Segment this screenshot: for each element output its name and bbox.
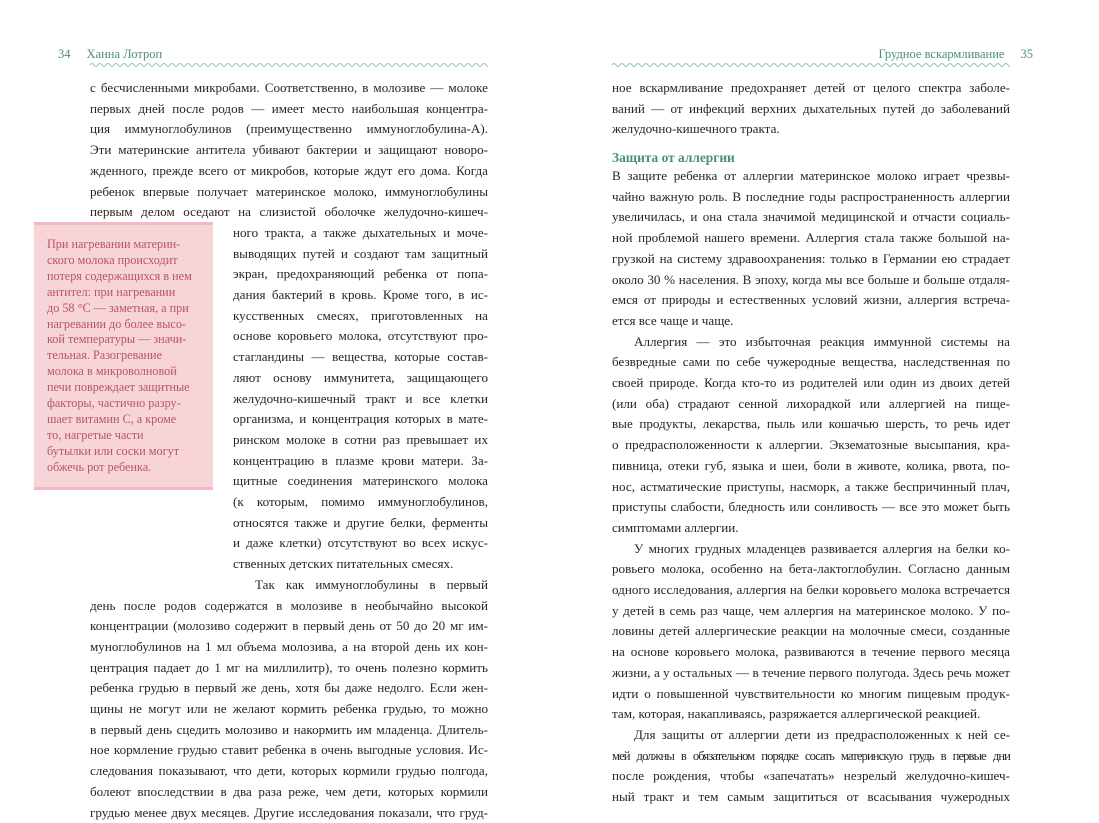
text-line: там, которая, накапливаясь, разряжается аллергической реакцией. bbox=[612, 704, 1010, 725]
left-running-head-text: Ханна Лотроп bbox=[87, 47, 163, 61]
text-line: на основе коровьего молока, развиваются в течение первого месяца bbox=[612, 642, 1010, 663]
right-wavy-rule bbox=[612, 62, 1010, 68]
text-line: безвредные сами по себе чужеродные вещества, наследственная по bbox=[612, 352, 1010, 373]
text-line: ваний — от инфекций верхних дыхательных путей до заболеваний bbox=[612, 99, 1010, 120]
text-line: дания бактерий в кровь. Кроме того, в ис- bbox=[233, 285, 488, 306]
sidebar-line: антител: при нагревании bbox=[47, 285, 175, 301]
text-line: первых дней после родов — имеет место наибольшая концентра- bbox=[90, 99, 488, 120]
text-line: основе коровьего молока, отсутствуют про- bbox=[233, 326, 488, 347]
text-line: (к которым, помимо иммуноглобулинов, bbox=[233, 492, 488, 513]
text-line: Аллергия — это избыточная реакция иммунной системы на bbox=[634, 332, 1010, 353]
sidebar-line: обжечь рот ребенка. bbox=[47, 460, 151, 476]
sidebar-line: факторы, частично разру- bbox=[47, 396, 181, 412]
text-line: центрация падает до 1 мг на миллилитр), то очень полезно кормить bbox=[90, 658, 488, 679]
text-line: выводящих путей и создают там защитный bbox=[233, 244, 488, 265]
left-wavy-rule bbox=[90, 62, 488, 68]
right-page bbox=[550, 0, 1099, 783]
text-line: ный тракт и тем самым защититься от всасывания чужеродных bbox=[612, 787, 1010, 808]
sidebar-line: тельная. Разогревание bbox=[47, 348, 162, 364]
text-line: грузкой на систему здравоохранения: только в Германии ею страдает bbox=[612, 249, 1010, 270]
sidebar-line: молока в микроволновой bbox=[47, 364, 177, 380]
text-line: ного тракта, а также дыхательных и моче- bbox=[233, 223, 488, 244]
text-line: У многих грудных младенцев развивается аллергия на белки ко- bbox=[634, 539, 1010, 560]
text-line: болеют впоследствии в два раза реже, чем дети, которых кормили bbox=[90, 782, 488, 803]
sidebar-line: до 58 °С — заметная, а при bbox=[47, 301, 189, 317]
text-line: ровьего молока, особенно на бета-лактоглобулин. Согласно данным bbox=[612, 559, 1010, 580]
text-line: ция иммуноглобулинов (преимущественно иммуноглобулина-А). bbox=[90, 119, 488, 140]
text-line: стагландины — вещества, которые состав- bbox=[233, 347, 488, 368]
text-line: около 30 % населения. В эпоху, когда мы все больше и больше отдаля- bbox=[612, 270, 1010, 291]
text-line: ринском молоке в сотни раз превышает их bbox=[233, 430, 488, 451]
text-line: (или оба) страдают сенной лихорадкой или аллергией на пище- bbox=[612, 394, 1010, 415]
left-page bbox=[0, 0, 549, 783]
text-line: относятся также и другие белки, ферменты bbox=[233, 513, 488, 534]
right-running-head-text: Грудное вскармливание bbox=[878, 47, 1004, 61]
text-line: одного исследования, аллергия на белки коровьего молока встречается bbox=[612, 580, 1010, 601]
sidebar-line: ского молока происходит bbox=[47, 253, 178, 269]
text-line: щитные соединения материнского молока bbox=[233, 471, 488, 492]
text-line: ется все чаще и чаще. bbox=[612, 311, 1010, 332]
text-line: пивница, отеки губ, языка и шеи, боли в животе, колика, рвота, по- bbox=[612, 456, 1010, 477]
text-line: в первый день сцедить молозиво и накормить им младенца. Длитель- bbox=[90, 720, 488, 741]
text-line: грудью менее двух месяцев. Другие исследования показали, что груд- bbox=[90, 803, 488, 823]
text-line: после рождения, чтобы «запечатать» незрелый желудочно-кишеч- bbox=[612, 766, 1010, 787]
text-line: ловины детей аллергические реакции на молочные смеси, созданные bbox=[612, 621, 1010, 642]
text-line: щины не могут или не желают кормить ребенка грудью, то можно bbox=[90, 699, 488, 720]
text-line: ной проблемой нашего времени. Аллергия стала также большой на- bbox=[612, 228, 1010, 249]
sidebar-line: шает витамин С, а кроме bbox=[47, 412, 176, 428]
text-line: мей должны в обязательном порядке сосать материнскую грудь в первые дни bbox=[612, 746, 1010, 767]
sidebar-line: бутылки или соски могут bbox=[47, 444, 179, 460]
text-line: ное вскармливание предохраняет детей от целого спектра заболе- bbox=[612, 78, 1010, 99]
text-line: увеличилась, и она стала значимой медицинской и отчасти социаль- bbox=[612, 207, 1010, 228]
text-line: концентрацию в плазме крови матери. За- bbox=[233, 451, 488, 472]
text-line: муноглобулинов на 1 мл объема молозива, а на второй день их кон- bbox=[90, 637, 488, 658]
text-line: жденного, прежде всего от микробов, которые ждут его дома. Когда bbox=[90, 161, 488, 182]
text-line: чайно важную роль. В последние годы распространенность аллергии bbox=[612, 187, 1010, 208]
text-line: Так как иммуноглобулины в первый bbox=[255, 575, 488, 596]
text-line: ное кормление грудью ставит ребенка в очень выгодные условия. Ис- bbox=[90, 740, 488, 761]
text-line: концентрации (молозиво содержит в первый день от 50 до 20 мг им- bbox=[90, 616, 488, 637]
text-line: следования показывают, что дети, которых кормили грудью полгода, bbox=[90, 761, 488, 782]
text-line: ребенка грудью в первый же день, хотя бы даже недолго. Если жен- bbox=[90, 678, 488, 699]
text-line: желудочно-кишечного тракта. bbox=[612, 119, 1010, 140]
text-line: у детей в семь раз чаще, чем аллергия на материнское молоко. У по- bbox=[612, 601, 1010, 622]
sidebar-note bbox=[34, 222, 213, 490]
text-line: кусственных смесях, приготовленных на bbox=[233, 306, 488, 327]
text-line: емся от природы и естественных условий жизни, аллергия встреча- bbox=[612, 290, 1010, 311]
text-line: нос, астматические приступы, насморк, а также беспричинный плач, bbox=[612, 477, 1010, 498]
sidebar-line: потеря содержащихся в нем bbox=[47, 269, 192, 285]
text-line: и даже клетки) отсутствуют во всех искус- bbox=[233, 533, 488, 554]
sidebar-line: кой температуры — значи- bbox=[47, 332, 186, 348]
text-line: Для защиты от аллергии дети из предрасположенных к ней се- bbox=[634, 725, 1010, 746]
text-line: ляют основу иммунитета, защищающего bbox=[233, 368, 488, 389]
text-line: о предрасположенности к аллергии. Экзематозные высыпания, кра- bbox=[612, 435, 1010, 456]
sidebar-line: то, нагретые части bbox=[47, 428, 144, 444]
section-subhead: Защита от аллергии bbox=[612, 148, 735, 168]
right-page-number: 35 bbox=[1021, 47, 1034, 61]
text-line: приступы слабости, бледность или сонливость — все это может быть bbox=[612, 497, 1010, 518]
text-line: желудочно-кишечный тракт и все клетки bbox=[233, 389, 488, 410]
text-line: организма, и концентрация которых в мате- bbox=[233, 409, 488, 430]
text-line: ребенок впервые получает материнское молоко, иммуноглобулины bbox=[90, 182, 488, 203]
text-line: день после родов содержатся в молозиве в необычайно высокой bbox=[90, 596, 488, 617]
text-line: своей природе. Когда кто-то из родителей или один из двоих детей bbox=[612, 373, 1010, 394]
text-line: идти о повышенной чувствительности ко многим пищевым продук- bbox=[612, 684, 1010, 705]
text-line: жизни, а у остальных — в течение первого полугода. Здесь речь может bbox=[612, 663, 1010, 684]
text-line: экран, предохраняющий ребенка от попа- bbox=[233, 264, 488, 285]
text-line: вые продукты, лекарства, пыль или кошачью шерсть, то речь идет bbox=[612, 414, 1010, 435]
sidebar-line: нагревании до более высо- bbox=[47, 317, 186, 333]
sidebar-line: печи повреждает защитные bbox=[47, 380, 190, 396]
left-page-number: 34 bbox=[58, 47, 71, 61]
sidebar-line: При нагревании материн- bbox=[47, 237, 180, 253]
text-line: симптомами аллергии. bbox=[612, 518, 1010, 539]
text-line: В защите ребенка от аллергии материнское молоко играет чрезвы- bbox=[612, 166, 1010, 187]
text-line: первым делом оседают на слизистой оболочке желудочно-кишеч- bbox=[90, 202, 488, 223]
text-line: с бесчисленными микробами. Соответственно, в молозиве — молоке bbox=[90, 78, 488, 99]
text-line: Эти материнские антитела убивают бактерии и защищают новоро- bbox=[90, 140, 488, 161]
text-line: ственных детских питательных смесях. bbox=[233, 554, 488, 575]
